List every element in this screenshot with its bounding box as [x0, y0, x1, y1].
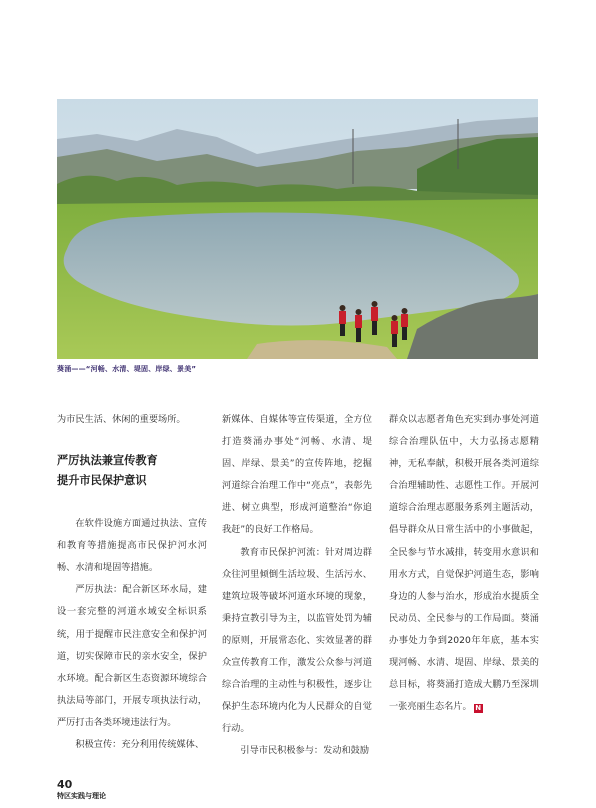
- landscape-photo: [57, 99, 538, 359]
- text-column-3: [389, 409, 539, 718]
- paragraph: 新媒体、自媒体等宣传渠道，全方位打造葵涌办事处“河畅、水清、堤固、岸绿、景美”的宣传阵地，挖掘河道综合治理工作中“亮点”，表彰先进、树立典型，形成河道整治“你追我赶”的良好工作格局。: [222, 414, 372, 536]
- paragraph: 引导市民积极参与：发动和鼓励: [240, 745, 370, 757]
- text-column-2: [222, 409, 372, 763]
- heading-line: 提升市民保护意识: [57, 474, 147, 488]
- paragraph: 积极宣传：充分利用传统媒体、: [75, 739, 205, 751]
- paragraph: 严厉执法：配合新区环水局，建设一套完整的河道水域安全标识系统，用于提醒市民注意安全和保护河道，切实保障市民的亲水安全，保护水环境。配合新区生态资源环境综合执法局等部门，开展专项执法行动，严厉打击各类环境违法行为。: [57, 584, 207, 728]
- end-mark-icon: N: [475, 704, 482, 713]
- photo-reservoir: [57, 99, 538, 359]
- paragraph: 为市民生活、休闲的重要场所。: [57, 414, 186, 425]
- paragraph: [389, 409, 539, 718]
- paragraph: 教育市民保护河流：针对周边群众往河里倾倒生活垃圾、生活污水、建筑垃圾等破坏河道水环境的现象，秉持宣教引导为主，以监管处罚为辅的原则，开展常态化、实效显著的群众宣传教育工作，激发公众参与河道综合治理的主动性与积极性，逐步让保护生态环境内化为人民群众的自觉行动。: [222, 546, 372, 735]
- photo-caption: 葵涌——“河畅、水清、堤固、岸绿、景美”: [57, 365, 197, 373]
- paragraph-text: 群众以志愿者角色充实到办事处河道综合治理队伍中，大力弘扬志愿精神，无私奉献，积极开展各类河道综合治理辅助性、志愿性工作。开展河道综合治理志愿服务系列主题活动，倡导群众从日常生活中的小事做起，全民参与节水减排，转变用水意识和用水方式，自觉保护河道生态，影响身边的人参与治水，形成治水提质全民动员、全民参与的工作局面。葵涌办事处力争到2020年年底，基本实现河畅、水清、堤固、岸绿、景美的总目标，将葵涌打造成大鹏乃至深圳一张亮丽生态名片。: [389, 414, 539, 713]
- text-column-1: [57, 409, 207, 756]
- heading-line: 严厉执法兼宣传教育: [57, 454, 158, 468]
- page-number: 40: [57, 778, 73, 791]
- paragraph: 在软件设施方面通过执法、宣传和教育等措施提高市民保护河水河畅、水清和堤固等措施。: [57, 518, 207, 574]
- section-heading: [57, 451, 207, 491]
- publication-name: 特区实践与理论: [57, 791, 106, 800]
